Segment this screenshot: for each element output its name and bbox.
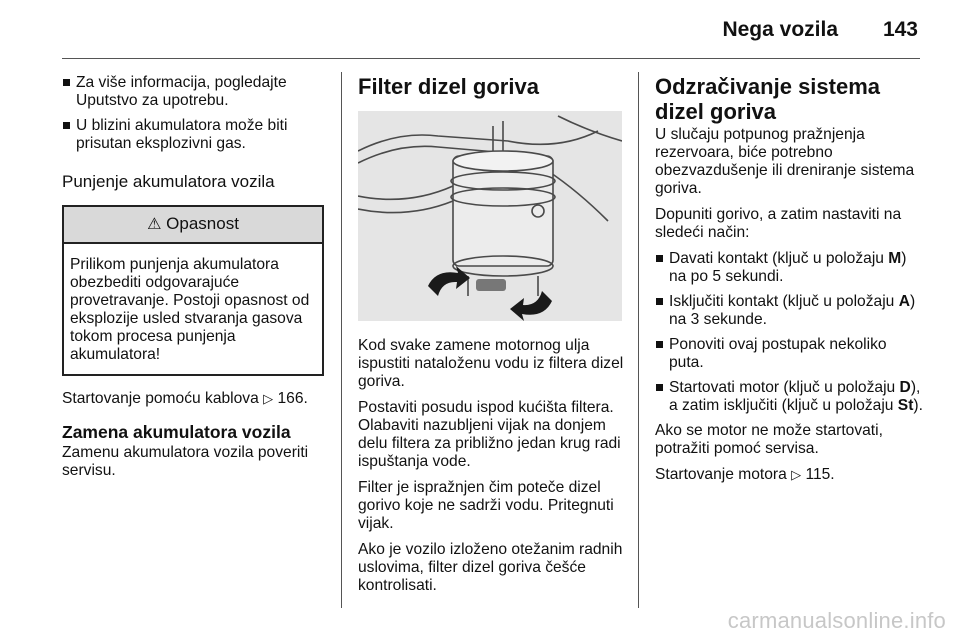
step-text: ), a zatim isključiti (ključ u položaju xyxy=(669,379,921,414)
column-divider xyxy=(341,72,342,608)
list-item xyxy=(655,250,923,286)
list-item xyxy=(655,293,923,329)
step-text: ) na po 5 sekundi. xyxy=(669,250,907,285)
warning-triangle-icon: ⚠ xyxy=(147,216,162,233)
watermark: carmanualsonline.info xyxy=(727,608,946,633)
step-text: ) na 3 sekunde. xyxy=(669,293,916,328)
header-rule xyxy=(62,58,920,59)
filter-paragraph: Postaviti posudu ispod kućišta filtera. Olabaviti nazubljeni vijak na donjem delu filtera za približno jedan krug radi ispuštanja vode. xyxy=(358,399,621,470)
filter-paragraph: Ako je vozilo izloženo otežanim radnih uslovima, filter dizel goriva češće kontrolisati. xyxy=(358,541,623,594)
page-ref-arrow-icon: ▷ xyxy=(791,467,802,482)
danger-title: Opasnost xyxy=(166,214,239,233)
key-position: St xyxy=(897,397,914,414)
danger-header xyxy=(64,207,322,244)
jump-start-page[interactable]: 166. xyxy=(277,390,308,407)
jump-start-text: Startovanje pomoću kablova xyxy=(62,390,259,407)
step-text: Davati kontakt (ključ u položaju xyxy=(669,250,889,267)
filter-paragraph: Filter je ispražnjen čim poteče dizel gorivo koje ne sadrži vodu. Pritegnuti vijak. xyxy=(358,479,614,532)
header-title: Nega vozila xyxy=(722,18,838,41)
jump-start-ref xyxy=(62,390,324,408)
page-number: 143 xyxy=(882,18,918,41)
section-heading-charging: Punjenje akumulatora vozila xyxy=(62,172,275,191)
step-text: Isključiti kontakt (ključ u položaju xyxy=(669,293,899,310)
key-position: A xyxy=(898,293,910,310)
danger-text: Prilikom punjenja akumulatora obezbediti odgovarajuće provetravanje. Postoji opasnost od eksplozije usled stvaranja gasova tokom procesa punjenja akumulatora! xyxy=(70,256,310,363)
column-left xyxy=(62,74,324,488)
column-right xyxy=(655,74,923,492)
section-heading-filter: Filter dizel goriva xyxy=(358,74,539,99)
no-start-text: Ako se motor ne može startovati, potražiti pomoć servisa. xyxy=(655,422,883,457)
start-engine-page[interactable]: 115. xyxy=(805,466,835,483)
list-item: Za više informacija, pogledajte Uputstvo za upotrebu. xyxy=(62,74,324,110)
section-heading-replace: Zamena akumulatora vozila xyxy=(62,422,291,442)
replace-text: Zamenu akumulatora vozila poveriti servisu. xyxy=(62,444,309,479)
column-middle xyxy=(358,74,624,603)
fuel-filter-illustration xyxy=(358,111,622,321)
start-engine-ref xyxy=(655,466,923,484)
start-engine-text: Startovanje motora xyxy=(655,466,787,483)
list-item: U blizini akumulatora može biti prisutan eksplozivni gas. xyxy=(62,117,324,153)
bleeding-intro: U slučaju potpunog pražnjenja rezervoara, biće potrebno obezvazdušenje ili dreniranje sistema goriva. xyxy=(655,126,915,197)
column-divider xyxy=(638,72,639,608)
filter-paragraph: Kod svake zamene motornog ulja ispustiti nataloženu vodu iz filtera dizel goriva. xyxy=(358,337,624,390)
key-position: D xyxy=(899,379,911,396)
bleeding-steps-intro: Dopuniti gorivo, a zatim nastaviti na sledeći način: xyxy=(655,206,902,241)
step-text: Startovati motor (ključ u položaju xyxy=(669,379,900,396)
list-item xyxy=(655,379,923,415)
page-ref-arrow-icon: ▷ xyxy=(263,391,274,406)
list-item: Ponoviti ovaj postupak nekoliko puta. xyxy=(655,336,923,372)
step-text: ). xyxy=(913,397,923,414)
danger-box xyxy=(62,205,324,376)
section-heading-bleeding: Odzračivanje sistema dizel goriva xyxy=(655,74,881,124)
key-position: M xyxy=(888,250,902,267)
